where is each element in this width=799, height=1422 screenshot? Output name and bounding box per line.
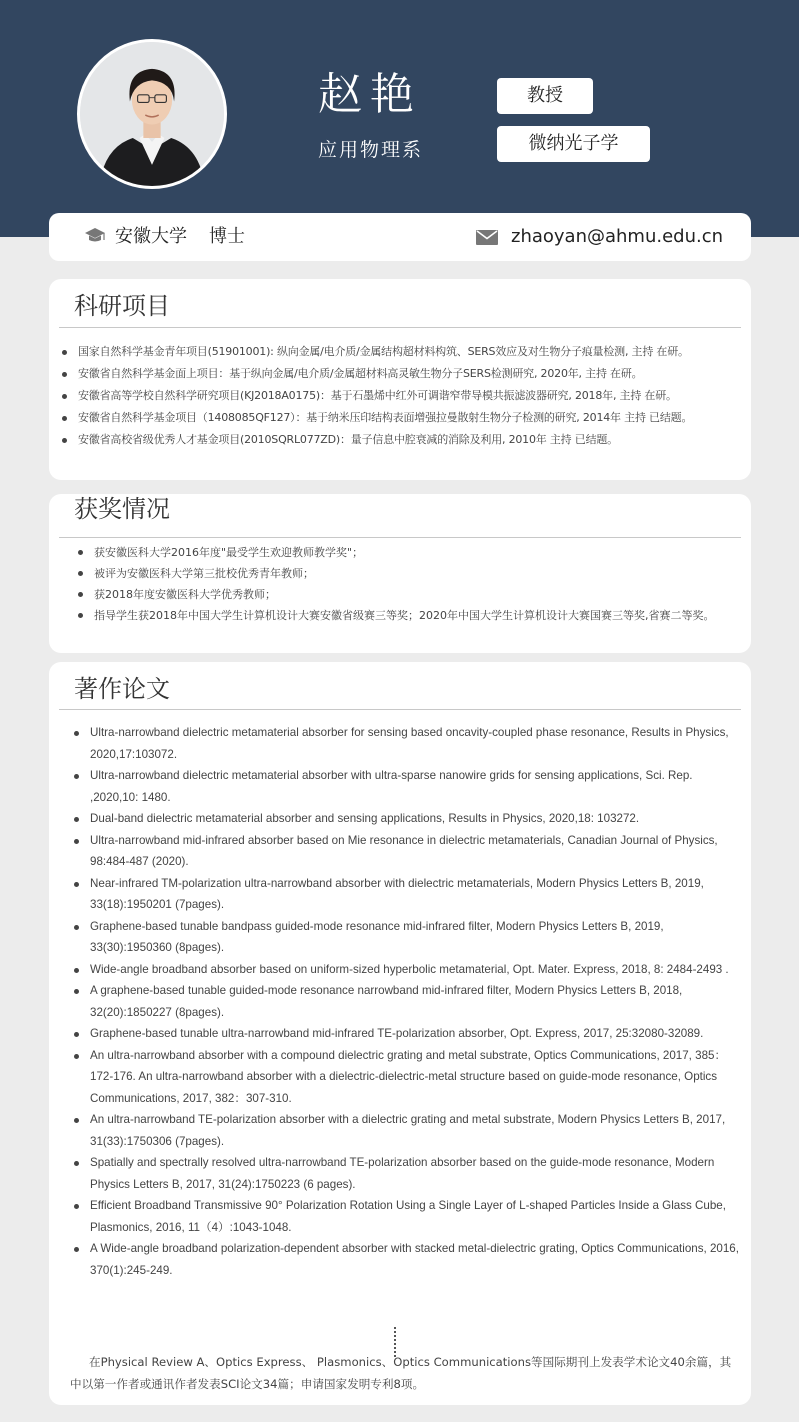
info-bar: [49, 213, 751, 261]
list-item: Graphene-based tunable bandpass guided-mode resonance mid-infrared filter, Modern Physics Letters B, 2019, 33(30):1950360 (8pages).: [74, 916, 742, 959]
papers-list: [74, 722, 742, 1281]
awards-list: [78, 542, 733, 626]
profile-photo: [80, 42, 224, 186]
list-item: 安徽省高等学校自然科学研究项目(KJ2018A0175)：基于石墨烯中红外可调谐窄带导模共振滤波器研究, 2018年, 主持 在研。: [62, 385, 752, 407]
list-item: 国家自然科学基金青年项目(51901001): 纵向金属/电介质/金属结构超材料构筑、SERS效应及对生物分子痕量检测, 主持 在研。: [62, 341, 752, 363]
list-item: Spatially and spectrally resolved ultra-narrowband TE-polarization absorber based on the guide-mode resonance, Modern Physics Letters B, 2017, 31(24):1750223 (6 pages).: [74, 1152, 742, 1195]
person-name: 赵艳: [318, 69, 422, 120]
divider: [59, 709, 741, 710]
list-item: A graphene-based tunable guided-mode resonance narrowband mid-infrared filter, Modern Physics Letters B, 2018, 32(20):1850227 (8pages).: [74, 980, 742, 1023]
degree: 博士: [209, 226, 245, 247]
avatar: [77, 39, 227, 189]
school-name: 安徽大学: [115, 226, 187, 247]
list-item: Ultra-narrowband dielectric metamaterial absorber for sensing based oncavity-coupled phase resonance, Results in Physics, 2020,17:103072.: [74, 722, 742, 765]
list-item: 被评为安徽医科大学第三批校优秀青年教师；: [78, 563, 733, 584]
papers-card: [49, 662, 751, 1405]
list-item: 获2018年度安徽医科大学优秀教师；: [78, 584, 733, 605]
list-item: Dual-band dielectric metamaterial absorber and sensing applications, Results in Physics, 2020,18: 103272.: [74, 808, 742, 830]
list-item: 安徽省自然科学基金项目（1408085QF127）：基于纳米压印结构表面增强拉曼散射生物分子检测的研究, 2014年 主持 已结题。: [62, 407, 752, 429]
list-item: Wide-angle broadband absorber based on uniform-sized hyperbolic metamaterial, Opt. Mater. Express, 2018, 8: 2484-2493 .: [74, 959, 742, 981]
awards-title: 获奖情况: [74, 495, 170, 523]
list-item: Graphene-based tunable ultra-narrowband mid-infrared TE-polarization absorber, Opt. Express, 2017, 25:32080-32089.: [74, 1023, 742, 1045]
list-item: 安徽省高校省级优秀人才基金项目(2010SQRL077ZD)：量子信息中腔衰减的消除及利用, 2010年 主持 已结题。: [62, 429, 752, 451]
list-item: 指导学生获2018年中国大学生计算机设计大赛安徽省级赛三等奖；2020年中国大学生计算机设计大赛国赛三等奖,省赛二等奖。: [78, 605, 733, 626]
list-item: An ultra-narrowband absorber with a compound dielectric grating and metal substrate, Optics Communications, 2017, 385：172-176. An ultra-narrowband absorber with a dielectric-dielectric-metal structure based on guide-mode resonance, Optics Communications, 2017, 382：307-310.: [74, 1045, 742, 1110]
title-tag: 教授: [497, 78, 593, 114]
email-address: zhaoyan@ahmu.edu.cn: [511, 226, 724, 247]
research-card: [49, 279, 751, 480]
field-tag: 微纳光子学: [497, 126, 650, 162]
list-item: 安徽省自然科学基金面上项目：基于纵向金属/电介质/金属超材料高灵敏生物分子SERS检测研究, 2020年, 主持 在研。: [62, 363, 752, 385]
envelope-icon: [476, 230, 498, 245]
list-item: Ultra-narrowband dielectric metamaterial absorber with ultra-sparse nanowire grids for sensing applications, Sci. Rep. ,2020,10: 1480.: [74, 765, 742, 808]
awards-card: [49, 494, 751, 653]
papers-title: 著作论文: [74, 675, 170, 703]
list-item: Near-infrared TM-polarization ultra-narrowband absorber with dielectric metamaterials, Modern Physics Letters B, 2019, 33(18):1950201 (7pages).: [74, 873, 742, 916]
list-item: 获安徽医科大学2016年度"最受学生欢迎教师教学奖"；: [78, 542, 733, 563]
list-item: Efficient Broadband Transmissive 90° Polarization Rotation Using a Single Layer of L-shaped Particles Inside a Glass Cube, Plasmonics, 2016, 11（4）:1043-1048.: [74, 1195, 742, 1238]
department: 应用物理系: [318, 139, 424, 161]
divider: [59, 327, 741, 328]
research-title: 科研项目: [74, 292, 170, 320]
divider: [59, 537, 741, 538]
list-item: An ultra-narrowband TE-polarization absorber with a dielectric grating and metal substrate, Modern Physics Letters B, 2017, 31(33):1750306 (7pages).: [74, 1109, 742, 1152]
research-list: [62, 341, 752, 451]
publication-summary: 在Physical Review A、Optics Express、 Plasmonics、Optics Communications等国际期刊上发表学术论文40余篇，其中以第一作者或通讯作者发表SCI论文34篇；申请国家发明专利8项。: [70, 1355, 732, 1391]
list-item: Ultra-narrowband mid-infrared absorber based on Mie resonance in dielectric metamaterials, Canadian Journal of Physics, 98:484-487 (2020).: [74, 830, 742, 873]
list-item: A Wide-angle broadband polarization-dependent absorber with stacked metal-dielectric grating, Optics Communications, 2016, 370(1):245-249.: [74, 1238, 742, 1281]
graduation-cap-icon: [84, 227, 106, 245]
